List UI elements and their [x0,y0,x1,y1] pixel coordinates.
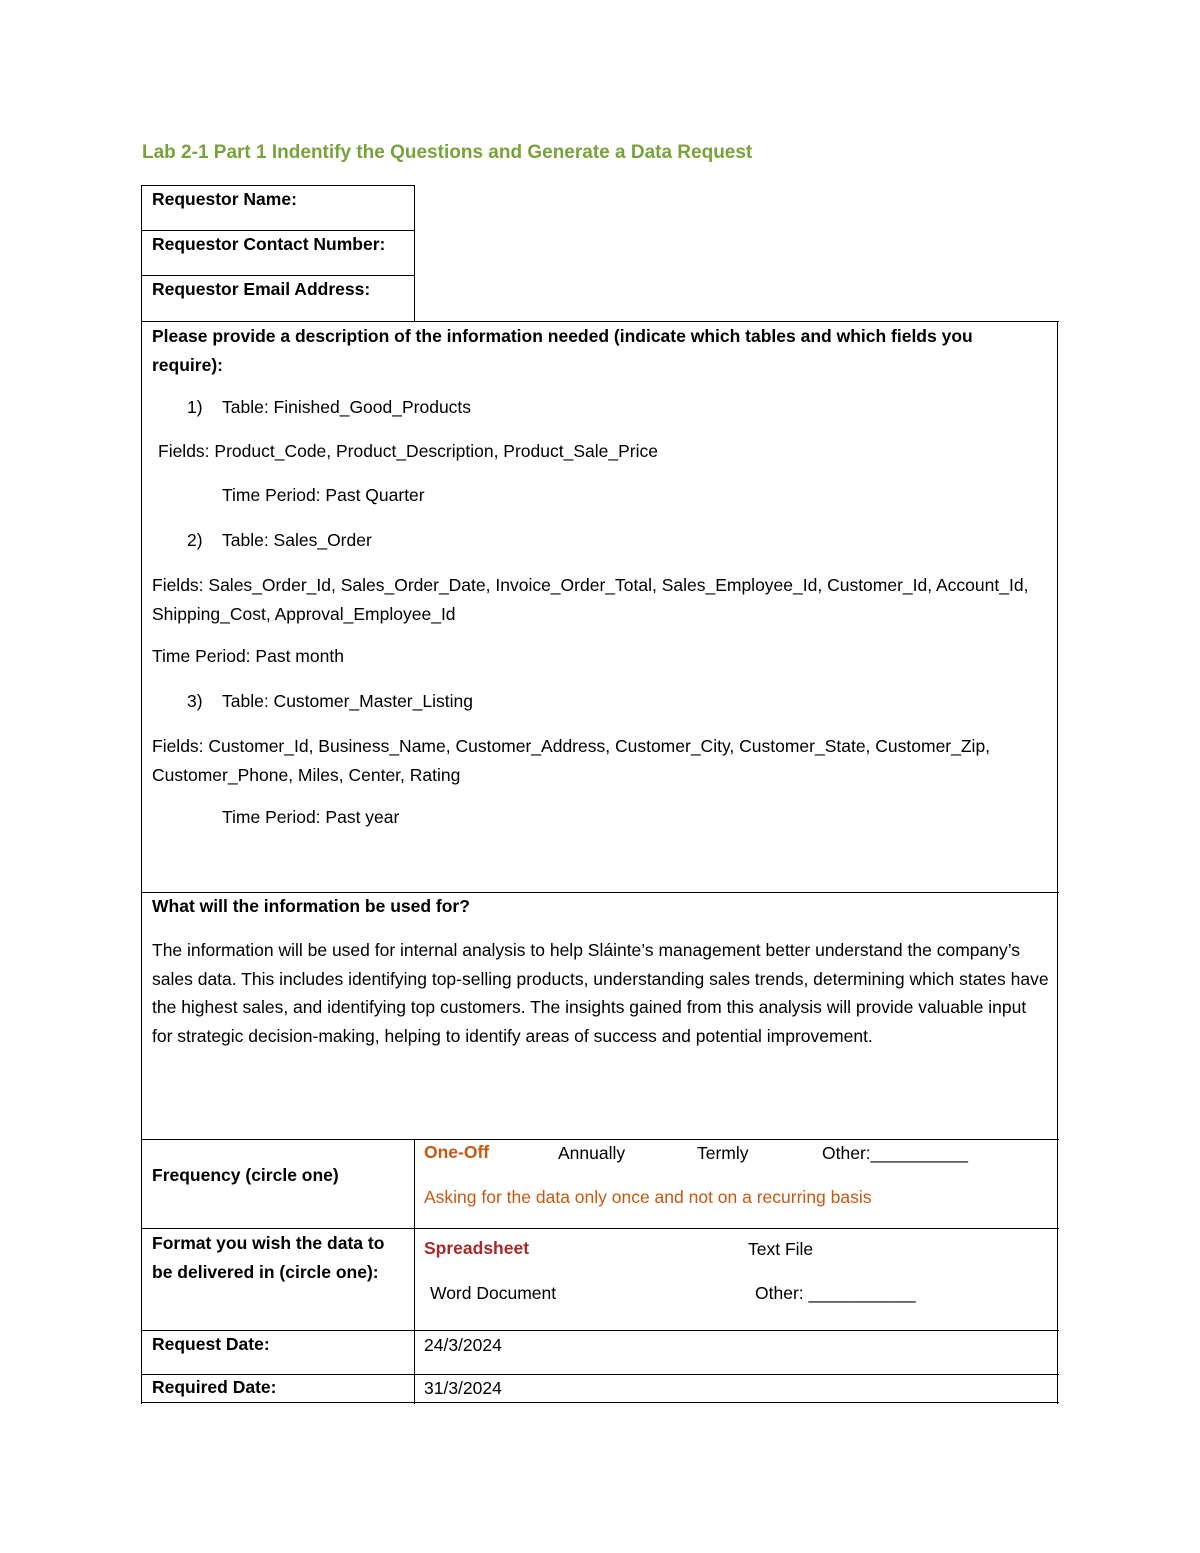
usage-text: The information will be used for internal analysis to help Sláinte’s management better understand the company’s sales data. This includes identifying top-selling products, understanding sales trends, determining which states have the highest sales, and identifying top customers. The insights gained from this analysis will provide valuable input for strategic decision-making, helping to identify areas of success and potential improvement. [152,940,1049,1046]
usage-heading: What will the information be used for? [152,896,470,916]
description-heading: Please provide a description of the information needed (indicate which tables and which fields you require): [152,326,973,375]
requestor-contact-label: Requestor Contact Number: [152,234,386,254]
format-option-text-file[interactable]: Text File [748,1239,814,1259]
frequency-option-annually[interactable]: Annually [558,1143,626,1163]
frequency-option-one-off[interactable]: One-Off [424,1142,490,1162]
requestor-table-top-border [141,185,415,186]
table-3-number: 3) [187,691,203,711]
table-1-fields: Fields: Product_Code, Product_Description, Product_Sale_Price [158,441,658,461]
format-option-spreadsheet[interactable]: Spreadsheet [424,1238,530,1258]
requestor-email-label: Requestor Email Address: [152,279,371,299]
format-option-word-document[interactable]: Word Document [430,1283,557,1303]
frequency-label: Frequency (circle one) [152,1165,339,1185]
main-table-bottom-border [141,1402,1059,1403]
table-2-number: 2) [187,530,203,550]
format-label: Format you wish the data to be delivered in (circle one): [152,1233,385,1282]
format-option-other[interactable]: Other: ___________ [755,1283,916,1303]
page-title: Lab 2-1 Part 1 Indentify the Questions and Generate a Data Request [142,142,753,163]
usage-frequency-divider [141,1139,1059,1140]
main-table-left-border [141,321,142,1404]
requestor-divider-1 [141,230,415,231]
format-requestdate-divider [141,1330,1059,1331]
table-3-period: Time Period: Past year [222,807,400,827]
table-3-name: Table: Customer_Master_Listing [222,691,473,711]
request-date-label: Request Date: [152,1334,270,1354]
requestdate-requireddate-divider [141,1374,1059,1375]
table-2-period: Time Period: Past month [152,646,344,666]
frequency-note: Asking for the data only once and not on a recurring basis [424,1187,872,1207]
main-table-right-border [1057,321,1058,1404]
requestor-divider-2 [141,275,415,276]
required-date-value: 31/3/2024 [424,1378,502,1398]
table-1-number: 1) [187,397,203,417]
requestor-table-right-border [414,185,415,322]
required-date-label: Required Date: [152,1377,277,1397]
requestor-table-left-border [141,185,142,322]
table-2-name: Table: Sales_Order [222,530,372,550]
table-3-fields: Fields: Customer_Id, Business_Name, Customer_Address, Customer_City, Customer_State, Customer_Zip, Customer_Phone, Miles, Center, Rating [152,736,991,785]
table-1-period: Time Period: Past Quarter [222,485,425,505]
description-usage-divider [141,892,1059,893]
request-date-value: 24/3/2024 [424,1335,502,1355]
requestor-name-label: Requestor Name: [152,189,297,209]
label-column-divider [414,1139,415,1404]
frequency-option-termly[interactable]: Termly [697,1143,749,1163]
table-2-fields: Fields: Sales_Order_Id, Sales_Order_Date, Invoice_Order_Total, Sales_Employee_Id, Customer_Id, Account_Id, Shipping_Cost, Approval_Employee_Id [152,575,1029,624]
table-1-name: Table: Finished_Good_Products [222,397,472,417]
frequency-option-other[interactable]: Other:__________ [822,1143,968,1163]
